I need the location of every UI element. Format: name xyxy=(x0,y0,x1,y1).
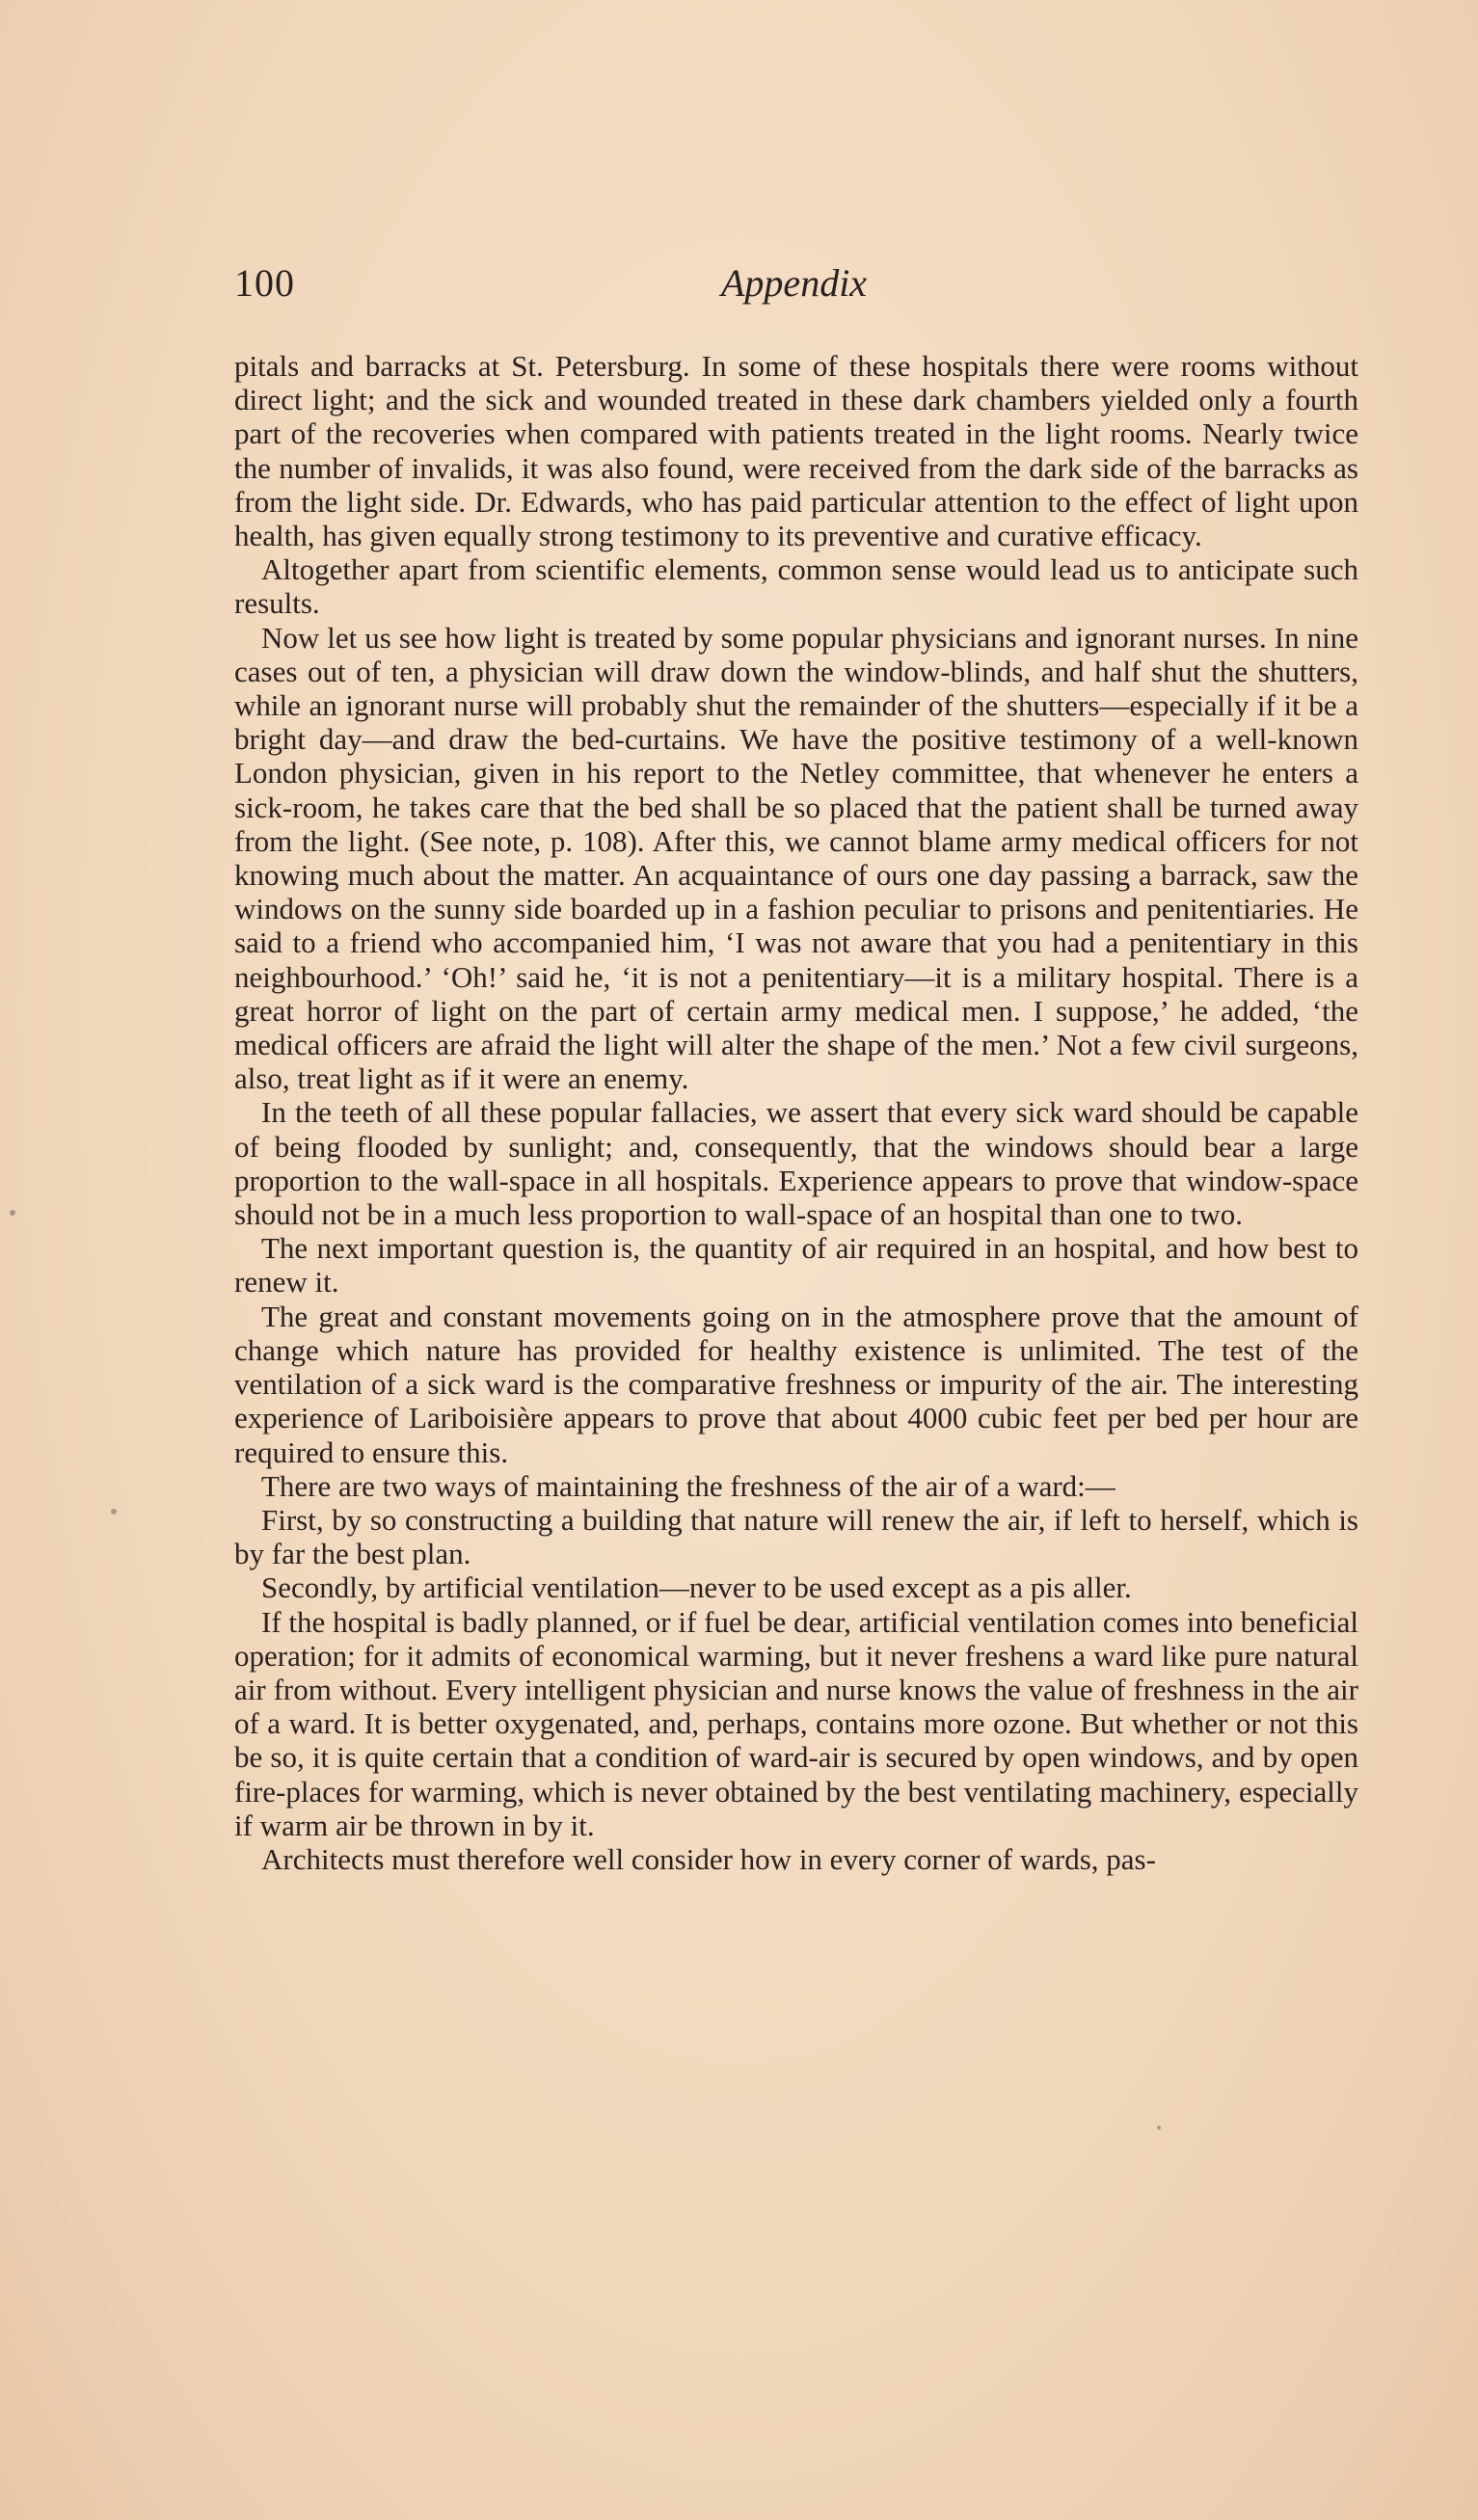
paper-speck xyxy=(10,1210,15,1216)
paragraph-architects: Architects must therefore well consider how in every corner of wards, pas- xyxy=(261,1841,1156,1876)
paragraph-light-recoveries: pitals and barracks at St. Petersburg. In some of these hospitals there were rooms without direct light; and the sick and wounded treated in these dark chambers yielded only a fourth part of the recoveries when compared with patients treated in the light rooms. Nearly twice the number of invalids, it was also found, were received from the dark side of the barracks as from the light side. Dr. Edwards, who has paid particular attention to the effect of light upon health, has given equally strong testimony to its preventive and curative efficacy. xyxy=(234,349,1358,553)
paper-speck xyxy=(1157,2126,1161,2130)
paragraph-common-sense: Altogether apart from scientific elements, common sense would lead us to anticipate such results. xyxy=(234,552,1358,621)
paragraph-first-way: First, by so constructing a building that nature will renew the air, if left to herself, which is by far the best plan. xyxy=(234,1502,1358,1571)
paragraph-sunlight-wards: In the teeth of all these popular fallacies, we assert that every sick ward should be capable of being flooded by sunlight; and, consequently, that the windows should bear a large proportion to the wall-space in all hospitals. Experience appears to prove that window-space should not be in a much less proportion to wall-space of an hospital than one to two. xyxy=(234,1095,1358,1232)
paragraph-air-question: The next important question is, the quantity of air required in an hospital, and how best to renew it. xyxy=(234,1231,1358,1300)
paragraph-atmosphere: The great and constant movements going on in the atmosphere prove that the amount of change which nature has provided for healthy existence is unlimited. The test of the ventilation of a sick ward is the comparative freshness or impurity of the air. The interesting experience of Lariboisière appears to prove that about 4000 cubic feet per bed per hour are required to ensure this. xyxy=(234,1299,1358,1469)
paragraph-artificial-ventilation: If the hospital is badly planned, or if fuel be dear, artificial ventilation comes into beneficial operation; for it admits of economical warming, but it never freshens a ward like pure natural air from without. Every intelligent physician and nurse knows the value of freshness in the air of a ward. It is better oxygenated, and, perhaps, contains more ozone. But whether or not this be so, it is quite certain that a condition of ward-air is secured by open windows, and by open fire-places for warming, which is never obtained by the best ventilating machinery, especially if warm air be thrown in by it. xyxy=(234,1604,1358,1842)
page-header xyxy=(234,260,1362,308)
running-head: Appendix xyxy=(721,261,868,305)
paper-speck xyxy=(111,1509,117,1515)
body-text xyxy=(234,349,1358,1876)
paragraph-two-ways: There are two ways of maintaining the freshness of the air of a ward:— xyxy=(261,1468,1115,1503)
page-number: 100 xyxy=(234,261,295,305)
paragraph-second-way: Secondly, by artificial ventilation—never to be used except as a pis aller. xyxy=(261,1570,1132,1605)
paragraph-light-treatment: Now let us see how light is treated by some popular physicians and ignorant nurses. In nine cases out of ten, a physician will draw down the window-blinds, and half shut the shutters, while an ignorant nurse will probably shut the remainder of the shutters—especially if it be a bright day—and draw the bed-curtains. We have the positive testimony of a well-known London physician, given in his report to the Netley committee, that whenever he enters a sick-room, he takes care that the bed shall be so placed that the patient shall be turned away from the light. (See note, p. 108). After this, we cannot blame army medical officers for not knowing much about the matter. An acquaintance of ours one day passing a barrack, saw the windows on the sunny side boarded up in a fashion peculiar to prisons and penitentiaries. He said to a friend who accompanied him, ‘I was not aware that you had a penitentiary in this neighbourhood.’ ‘Oh!’ said he, ‘it is not a penitentiary—it is a military hospital. There is a great horror of light on the part of certain army medical men. I suppose,’ he added, ‘the medical officers are afraid the light will alter the shape of the men.’ Not a few civil surgeons, also, treat light as if it were an enemy. xyxy=(234,620,1358,1096)
